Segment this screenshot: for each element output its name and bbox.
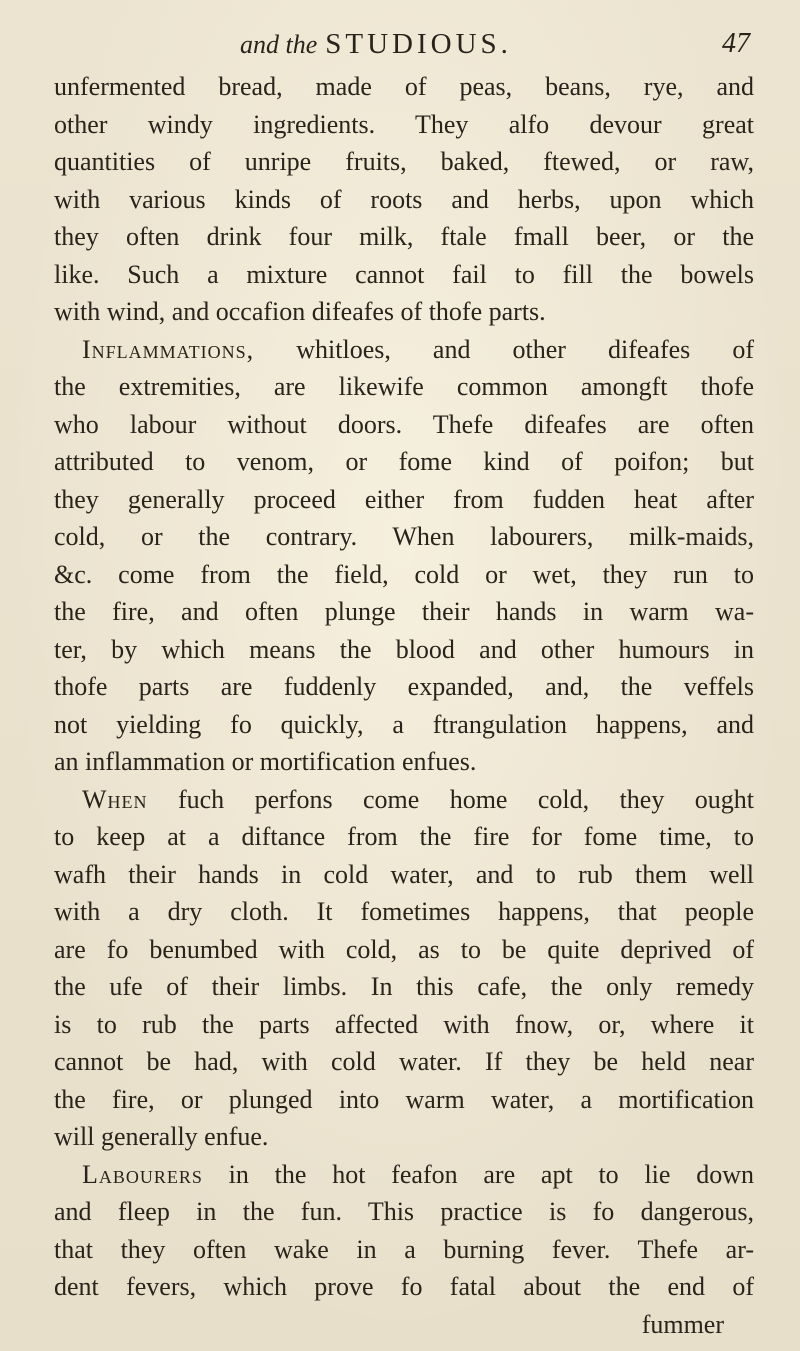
text-line: they often drink four milk, ftale fmall beer, or the [54,222,754,251]
text-line: other windy ingredients. They alfo devour great [54,109,754,139]
running-head [240,28,512,61]
text-line: &c. come from the field, cold or wet, they run to [54,559,754,589]
text-line: will generally enfue. [54,1122,269,1151]
text-line: an inflammation or mortification enfues. [54,747,477,776]
text-line: ter, by which means the blood and other humours in [54,634,754,664]
paragraph-first-line [54,781,754,819]
catchword: fummer [641,1309,724,1339]
paragraph-first-line [54,331,754,369]
first-line-text: whitloes, and other difeafes of [254,334,754,364]
paragraph-lead-word: When [82,784,148,814]
paragraph-first-line [54,1156,754,1194]
text-line: with various kinds of roots and herbs, upon which [54,184,754,214]
page-number: 47 [722,28,750,59]
paragraph [54,781,754,1156]
paragraph [54,1156,754,1306]
text-line: cannot be had, with cold water. If they be held near [54,1047,754,1076]
paragraph [54,68,754,331]
text-line: the extremities, are likewife common amongft thofe [54,372,754,401]
text-line: cold, or the contrary. When labourers, milk-maids, [54,522,754,551]
first-line-text: fuch perfons come home cold, they ought [147,784,754,814]
text-line: like. Such a mixture cannot fail to fill the bowels [54,259,754,289]
text-line: who labour without doors. Thefe difeafes are often [54,409,754,439]
first-line-text: in the hot feafon are apt to lie down [202,1159,754,1189]
text-line: with a dry cloth. It fometimes happens, that people [54,897,754,926]
text-line: and fleep in the fun. This practice is fo dangerous, [54,1197,754,1226]
paragraph-lead-word: Inflammations, [82,334,255,364]
text-line: the ufe of their limbs. In this cafe, the only remedy [54,972,754,1001]
text-line: not yielding fo quickly, a ftrangulation happens, and [54,709,754,739]
text-line: unfermented bread, made of peas, beans, rye, and [54,72,754,101]
text-line: with wind, and occafion difeafes of thofe parts. [54,297,546,326]
body-text [54,68,754,1343]
text-line: thofe parts are fuddenly expanded, and, the veffels [54,672,754,701]
paragraph [54,331,754,781]
text-line: dent fevers, which prove fo fatal about the end of [54,1272,754,1301]
running-head-lead: and the [240,30,318,59]
text-line: is to rub the parts affected with fnow, or, where it [54,1009,754,1039]
text-line: attributed to venom, or fome kind of poifon; but [54,447,754,476]
paragraph-lead-word: Labourers [82,1159,203,1189]
text-line: that they often wake in a burning fever. Thefe ar- [54,1234,754,1264]
text-line: quantities of unripe fruits, baked, ftewed, or raw, [54,147,754,176]
text-line: the fire, and often plunge their hands in warm wa- [54,597,754,626]
text-line: the fire, or plunged into warm water, a mortification [54,1084,754,1114]
text-line: are fo benumbed with cold, as to be quite deprived of [54,934,754,964]
text-line: to keep at a diftance from the fire for fome time, to [54,822,754,851]
running-head-title: STUDIOUS. [325,28,512,60]
text-line: wafh their hands in cold water, and to rub them well [54,859,754,889]
text-line: they generally proceed either from fudden heat after [54,484,754,514]
page-header [0,22,800,66]
